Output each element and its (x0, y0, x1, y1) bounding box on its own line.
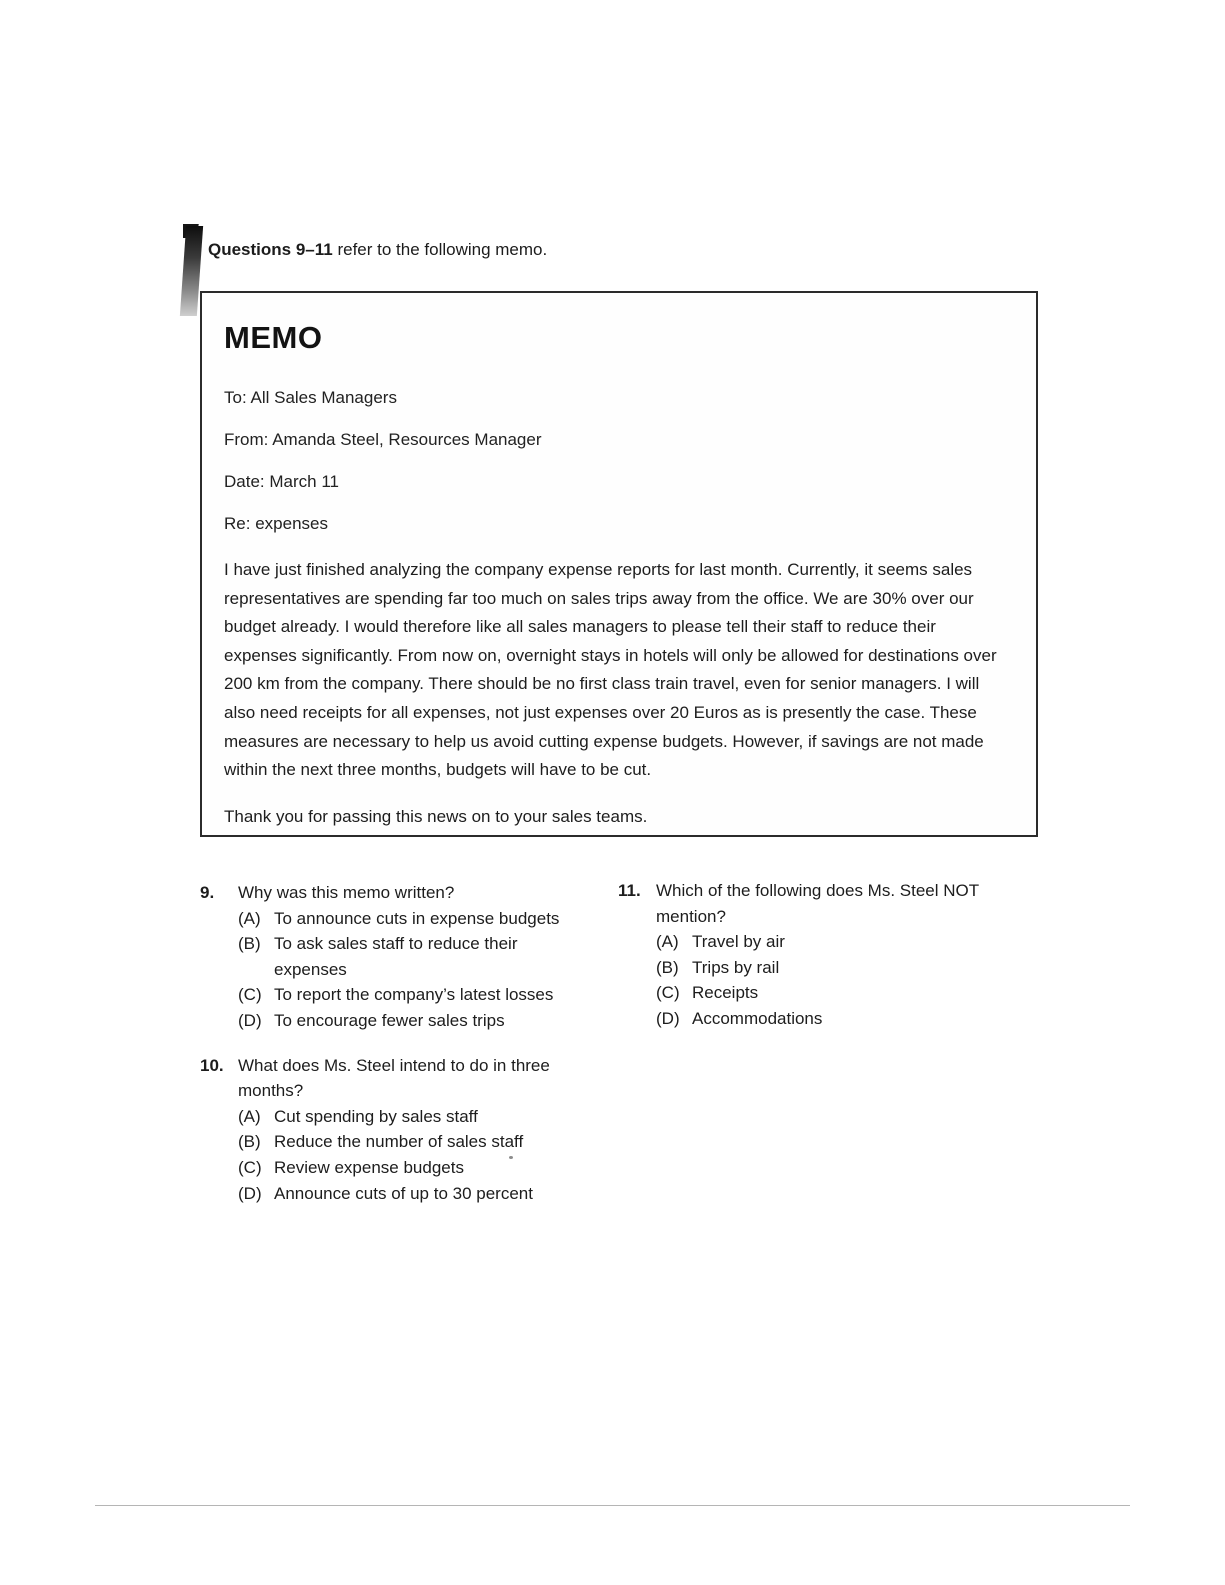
memo-field-from-value: Amanda Steel, Resources Manager (272, 430, 542, 449)
option-letter: (C) (238, 1157, 262, 1177)
option-text: Receipts (692, 983, 759, 1003)
question-11-text: Which of the following does Ms. Steel NOT mention? (656, 881, 979, 926)
option-text: Travel by air (692, 932, 785, 952)
memo-field-date (224, 472, 1012, 492)
option-text: To announce cuts in expense budgets (274, 908, 560, 928)
question-9-option-d (238, 1008, 594, 1034)
question-9 (200, 880, 594, 1034)
option-text: Cut spending by sales staff (274, 1106, 478, 1126)
question-10-number: 10. (200, 1055, 224, 1075)
question-9-text: Why was this memo written? (238, 883, 455, 902)
question-11 (618, 878, 1020, 1032)
option-letter: (B) (238, 1132, 261, 1152)
option-text: Announce cuts of up to 30 percent (274, 1183, 533, 1203)
header-question-range: Questions 9–11 (208, 240, 333, 259)
question-9-option-c (238, 982, 594, 1008)
memo-body-paragraph: I have just finished analyzing the company expense reports for last month. Currently, it seems sales representatives are spending far too much on sales trips away from the office. We are 30% over our budget already. I would therefore like all sales managers to please tell their staff to reduce their expenses significantly. From now on, overnight stays in hotels will only be allowed for destinations over 200 km from the company. There should be no first class train travel, even for senior managers. I will also need receipts for all expenses, not just expenses over 20 Euros as is presently the case. These measures are necessary to help us avoid cutting expense budgets. However, if savings are not made within the next three months, budgets will have to be cut. (224, 560, 997, 780)
option-letter: (B) (656, 957, 679, 977)
option-letter: (D) (238, 1183, 262, 1203)
memo-field-re (224, 514, 1012, 534)
option-text: Review expense budgets (274, 1157, 464, 1177)
question-9-option-a (238, 906, 594, 932)
question-11-option-c (656, 980, 1020, 1006)
memo-closing-line: Thank you for passing this news on to your sales teams. (224, 806, 648, 826)
memo-field-from (224, 430, 1012, 450)
question-11-body (656, 878, 1020, 1032)
question-9-body (238, 880, 594, 1034)
page-bottom-rule (95, 1505, 1130, 1506)
option-letter: (C) (238, 985, 262, 1005)
question-10-text: What does Ms. Steel intend to do in three months? (238, 1055, 550, 1101)
option-text: Reduce the number of sales staff (274, 1132, 524, 1152)
option-text: Trips by rail (692, 957, 780, 977)
memo-box (200, 291, 1038, 837)
memo-field-date-label: Date: (224, 472, 265, 491)
question-11-option-a (656, 929, 1020, 955)
memo-field-re-value: expenses (255, 514, 328, 533)
questions-column-right (618, 878, 1020, 1051)
memo-field-to (224, 388, 1012, 408)
header-instruction: refer to the following memo. (332, 240, 548, 259)
question-11-option-b (656, 955, 1020, 981)
memo-field-to-label: To: (224, 388, 247, 407)
question-11-number: 11. (618, 881, 641, 900)
memo-field-to-value: All Sales Managers (250, 388, 397, 407)
option-text: Accommodations (692, 1008, 823, 1028)
question-9-option-b (238, 931, 594, 982)
question-10-body (238, 1053, 594, 1207)
option-letter: (A) (238, 1106, 261, 1126)
option-text: To ask sales staff to reduce their expenses (274, 934, 518, 979)
option-letter: (D) (238, 1010, 262, 1030)
question-10-option-b (238, 1129, 594, 1155)
option-text: To report the company’s latest losses (274, 985, 554, 1005)
question-10-option-d (238, 1181, 594, 1207)
option-letter: (D) (656, 1008, 680, 1028)
option-letter: (C) (656, 983, 680, 1003)
question-9-number: 9. (200, 883, 215, 902)
option-letter: (A) (238, 908, 261, 928)
option-letter: (B) (238, 934, 261, 954)
scan-speck-artifact (509, 1156, 513, 1159)
question-10-option-a (238, 1104, 594, 1130)
memo-field-re-label: Re: (224, 514, 251, 533)
option-text: To encourage fewer sales trips (274, 1010, 505, 1030)
question-11-option-d (656, 1006, 1020, 1032)
questions-column-left (200, 880, 594, 1225)
question-10-option-c (238, 1155, 594, 1181)
memo-field-date-value: March 11 (269, 472, 339, 491)
question-10 (200, 1053, 594, 1207)
section-header (208, 240, 547, 260)
option-letter: (A) (656, 932, 679, 952)
memo-field-from-label: From: (224, 430, 269, 449)
memo-title: MEMO (224, 320, 323, 355)
